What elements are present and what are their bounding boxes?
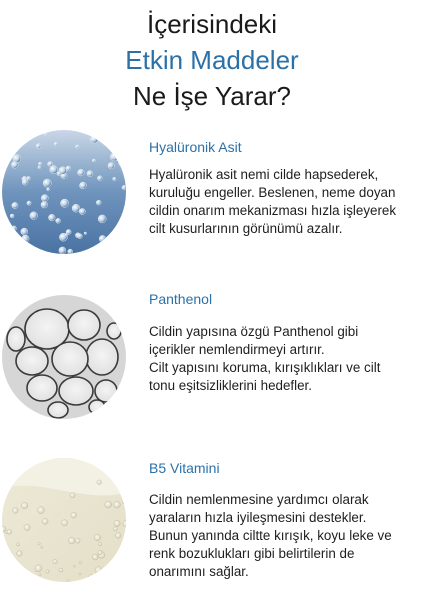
bubble (38, 507, 45, 514)
bubble (27, 177, 31, 181)
bubble (95, 567, 102, 574)
bubble (92, 159, 95, 162)
bubble (17, 551, 23, 557)
bubble (115, 533, 121, 539)
bubble (87, 171, 93, 177)
bubble (38, 162, 41, 165)
bubble (5, 576, 11, 582)
text-line: cildin onarım mekanizması hızla işleyerek (149, 203, 397, 218)
oil-bubbles-image (2, 295, 126, 419)
bubble (94, 534, 101, 541)
bubble (62, 520, 68, 526)
bubble (113, 527, 117, 531)
bubble (57, 172, 61, 176)
bubble (43, 179, 51, 187)
bubble (96, 200, 101, 205)
bubble (61, 199, 69, 207)
water-bubbles-image (2, 130, 126, 254)
bubble (103, 241, 108, 246)
bubble (41, 546, 43, 548)
bubble (121, 155, 124, 158)
bubble (104, 132, 107, 135)
bubble (97, 480, 102, 485)
bubble (47, 188, 50, 191)
text-line: onarımını sağlar. (149, 564, 249, 579)
bubble (38, 543, 40, 545)
heading-line-3: Ne İşe Yarar? (132, 81, 291, 111)
bubble (16, 543, 19, 546)
text-line: Cildin yapısına özgü Panthenol gibi (149, 324, 359, 339)
bubble (89, 575, 93, 579)
bubble (69, 537, 76, 544)
bubble (56, 218, 61, 223)
bubble (79, 573, 81, 575)
bubble (49, 214, 56, 221)
bubble (115, 239, 118, 242)
text-line: içerikler nemlendirmeyi artırır. (149, 342, 325, 357)
bubble (50, 166, 58, 174)
bubble (28, 130, 33, 133)
heading-line-2: Etkin Maddeler (125, 45, 299, 75)
bubble (59, 568, 63, 572)
bubble (80, 182, 87, 189)
bubble (79, 209, 85, 215)
bubble (38, 130, 41, 133)
bubble (11, 161, 18, 168)
bubble (17, 130, 21, 134)
bubble (18, 142, 23, 147)
bubble (79, 561, 82, 564)
bubble (65, 233, 68, 236)
bubble (114, 520, 120, 526)
bubble (119, 159, 126, 167)
bubble (72, 204, 80, 212)
text-line: tonu eşitsizliklerini hedefler. (149, 378, 313, 393)
bubble (92, 554, 98, 560)
bubble (116, 133, 121, 138)
bubble (98, 551, 102, 555)
text-line: kuruluğu engeller. Beslenen, neme doyan (149, 185, 396, 200)
bubble (54, 142, 58, 146)
bubble (71, 512, 77, 518)
text-line: yaraların hızla iyileşmesini destekler. (149, 510, 367, 525)
bubble (36, 144, 41, 149)
bubble (13, 508, 19, 514)
text-line: Hyalüronik asit nemi cilde hapsederek, (149, 167, 379, 182)
bubble (108, 163, 114, 169)
bubble (2, 526, 6, 532)
text-line: Cildin nemlenmesine yardımcı olarak (149, 492, 369, 507)
bubble (75, 538, 80, 543)
bubble (122, 185, 126, 189)
bubble (114, 501, 121, 508)
bubble (41, 201, 48, 208)
bubble (41, 195, 48, 202)
item-title-b5: B5 Vitamini (149, 460, 220, 476)
bubble (70, 493, 75, 498)
item-text-panthenol (149, 323, 424, 395)
bubble (66, 166, 71, 171)
bubble (123, 500, 126, 504)
bubble (112, 567, 115, 570)
bubble (27, 201, 31, 205)
bubble (113, 177, 116, 180)
bubble (110, 153, 118, 161)
bubble (123, 143, 126, 146)
bubble (24, 524, 30, 530)
item-title-hyaluronic: Hyalüronik Asit (149, 139, 242, 155)
item-text-hyaluronic (149, 166, 424, 238)
page-heading (0, 6, 424, 114)
bubble (21, 502, 28, 509)
bubble (78, 234, 83, 239)
bubble (76, 145, 79, 148)
bubble (98, 215, 106, 223)
bubble (39, 573, 41, 575)
bubble (123, 133, 126, 138)
bubble (91, 136, 98, 143)
bubble (30, 212, 38, 220)
bubble (53, 559, 57, 563)
bubble (38, 166, 41, 169)
item-title-panthenol: Panthenol (149, 291, 213, 307)
bubble (44, 133, 47, 136)
text-line: renk bozuklukları gibi belirtilerin de (149, 546, 355, 561)
bubble (22, 235, 29, 242)
bubble (46, 570, 49, 573)
bubble (98, 543, 101, 546)
bubble (105, 501, 112, 508)
bubble (35, 565, 42, 572)
bubble (59, 247, 66, 254)
bubble (21, 138, 26, 143)
heading-line-1: İçerisindeki (146, 9, 278, 39)
bubble (21, 228, 28, 235)
bubble (12, 202, 18, 208)
text-line: cilt kusurlarının görünümü azalır. (149, 221, 343, 236)
bubble (114, 131, 119, 136)
item-text-b5 (149, 491, 424, 581)
cream-texture-image (2, 458, 126, 582)
text-line: Bunun yanında ciltte kırışık, koyu leke ve (149, 528, 392, 543)
bubble (10, 214, 14, 218)
bubble (117, 141, 123, 147)
text-line: Cilt yapısını koruma, kırışıklıkları ve cilt (149, 360, 381, 375)
bubble (117, 558, 124, 565)
bubble (7, 529, 12, 534)
bubble (97, 176, 102, 181)
bubble (99, 235, 106, 242)
bubble (22, 179, 28, 185)
bubble (67, 580, 70, 582)
bubble (11, 226, 16, 231)
bubble (42, 518, 48, 524)
bubble (84, 232, 86, 234)
bubble (68, 249, 73, 254)
bubble (2, 248, 7, 254)
bubble (78, 169, 85, 176)
bubble (73, 565, 75, 567)
